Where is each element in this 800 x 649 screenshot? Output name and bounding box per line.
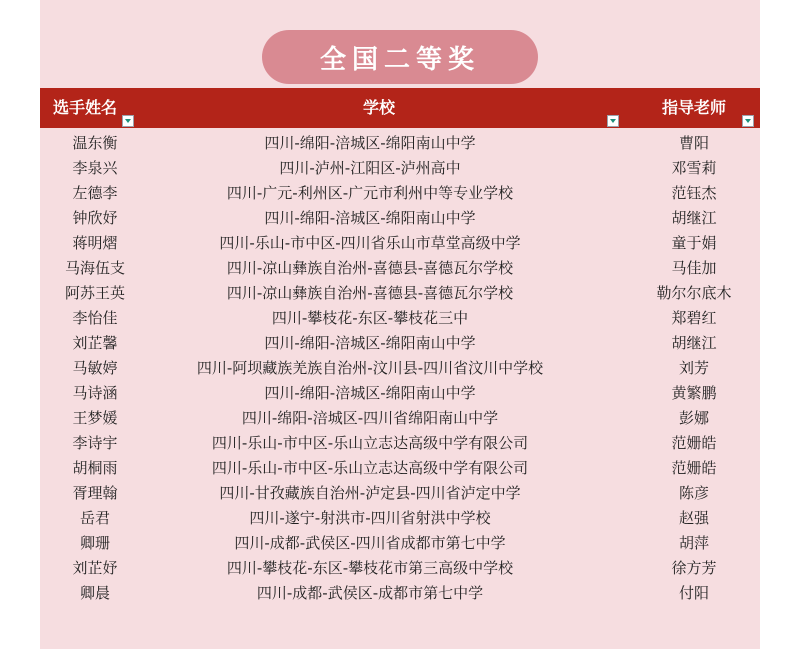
cell-teacher: 胡萍 <box>678 534 709 552</box>
cell-name: 马海伍支 <box>64 259 125 277</box>
cell-name: 阿苏王英 <box>64 284 125 302</box>
table-row <box>40 381 760 406</box>
cell-school: 四川-泸州-江阳区-泸州高中 <box>279 159 461 177</box>
cell-school: 四川-绵阳-涪城区-绵阳南山中学 <box>264 334 476 352</box>
cell-name: 马诗涵 <box>72 384 118 402</box>
cell-name: 马敏婷 <box>72 359 118 377</box>
cell-name: 卿晨 <box>79 584 110 602</box>
cell-name: 胡桐雨 <box>72 459 118 477</box>
table-row <box>40 331 760 356</box>
cell-teacher: 范钰杰 <box>671 184 717 202</box>
cell-teacher: 赵强 <box>678 509 709 527</box>
cell-school: 四川-凉山彝族自治州-喜德县-喜德瓦尔学校 <box>226 284 514 302</box>
table-row <box>40 181 760 206</box>
cell-name: 刘芷馨 <box>72 334 118 352</box>
page-title: 全国二等奖 <box>262 30 538 84</box>
cell-school: 四川-遂宁-射洪市-四川省射洪中学校 <box>249 509 491 527</box>
cell-teacher: 付阳 <box>678 584 709 602</box>
cell-teacher: 胡继江 <box>671 334 717 352</box>
table-row <box>40 431 760 456</box>
cell-school: 四川-绵阳-涪城区-绵阳南山中学 <box>264 384 476 402</box>
table-row <box>40 306 760 331</box>
cell-teacher: 勒尔尔底木 <box>656 284 732 302</box>
cell-teacher: 童于娟 <box>671 234 717 252</box>
cell-name: 王梦媛 <box>72 409 118 427</box>
table-row <box>40 456 760 481</box>
cell-teacher: 胡继江 <box>671 209 717 227</box>
cell-school: 四川-绵阳-涪城区-绵阳南山中学 <box>264 134 476 152</box>
table-row <box>40 231 760 256</box>
cell-school: 四川-乐山-市中区-四川省乐山市草堂高级中学 <box>219 234 521 252</box>
cell-name: 温东衡 <box>72 134 118 152</box>
table-body <box>40 131 760 606</box>
table-row <box>40 506 760 531</box>
table-row <box>40 356 760 381</box>
cell-school: 四川-绵阳-涪城区-四川省绵阳南山中学 <box>241 409 499 427</box>
cell-teacher: 范姗皓 <box>671 459 717 477</box>
cell-school: 四川-阿坝藏族羌族自治州-汶川县-四川省汶川中学校 <box>196 359 544 377</box>
column-header-school: 学校 <box>362 98 395 117</box>
cell-teacher: 陈彦 <box>678 484 709 502</box>
cell-name: 李怡佳 <box>72 309 118 327</box>
table-row <box>40 156 760 181</box>
cell-teacher: 郑碧红 <box>671 309 717 327</box>
table-row <box>40 206 760 231</box>
cell-teacher: 邓雪莉 <box>671 159 717 177</box>
table-header <box>40 88 760 128</box>
cell-school: 四川-绵阳-涪城区-绵阳南山中学 <box>264 209 476 227</box>
filter-dropdown-icon[interactable] <box>122 115 134 127</box>
cell-school: 四川-攀枝花-东区-攀枝花市第三高级中学校 <box>226 559 514 577</box>
cell-school: 四川-攀枝花-东区-攀枝花三中 <box>271 309 469 327</box>
cell-teacher: 黄繁鹏 <box>671 384 717 402</box>
cell-name: 胥理翰 <box>72 484 118 502</box>
cell-name: 卿珊 <box>79 534 110 552</box>
cell-teacher: 徐方芳 <box>671 559 717 577</box>
table-row <box>40 581 760 606</box>
cell-school: 四川-成都-武侯区-成都市第七中学 <box>256 584 484 602</box>
cell-teacher: 范姗皓 <box>671 434 717 452</box>
cell-name: 钟欣妤 <box>72 209 118 227</box>
table-row <box>40 556 760 581</box>
cell-name: 刘芷妤 <box>72 559 118 577</box>
cell-name: 李泉兴 <box>72 159 118 177</box>
cell-teacher: 彭娜 <box>678 409 709 427</box>
table-row <box>40 131 760 156</box>
cell-teacher: 刘芳 <box>678 359 709 377</box>
cell-name: 蒋明熠 <box>72 234 118 252</box>
award-panel <box>40 0 760 649</box>
cell-school: 四川-成都-武侯区-四川省成都市第七中学 <box>234 534 506 552</box>
filter-dropdown-icon[interactable] <box>742 115 754 127</box>
cell-school: 四川-乐山-市中区-乐山立志达高级中学有限公司 <box>211 459 529 477</box>
cell-school: 四川-甘孜藏族自治州-泸定县-四川省泸定中学 <box>219 484 521 502</box>
table-row <box>40 256 760 281</box>
column-header-teacher: 指导老师 <box>661 98 726 117</box>
cell-teacher: 马佳加 <box>671 259 717 277</box>
cell-name: 李诗宇 <box>72 434 118 452</box>
table-row <box>40 531 760 556</box>
table-row <box>40 406 760 431</box>
table-row <box>40 281 760 306</box>
filter-dropdown-icon[interactable] <box>607 115 619 127</box>
table-row <box>40 481 760 506</box>
cell-teacher: 曹阳 <box>678 134 709 152</box>
cell-school: 四川-广元-利州区-广元市利州中等专业学校 <box>226 184 514 202</box>
cell-school: 四川-凉山彝族自治州-喜德县-喜德瓦尔学校 <box>226 259 514 277</box>
cell-name: 左德李 <box>72 184 118 202</box>
column-header-name: 选手姓名 <box>52 98 117 117</box>
cell-school: 四川-乐山-市中区-乐山立志达高级中学有限公司 <box>211 434 529 452</box>
cell-name: 岳君 <box>79 509 110 527</box>
